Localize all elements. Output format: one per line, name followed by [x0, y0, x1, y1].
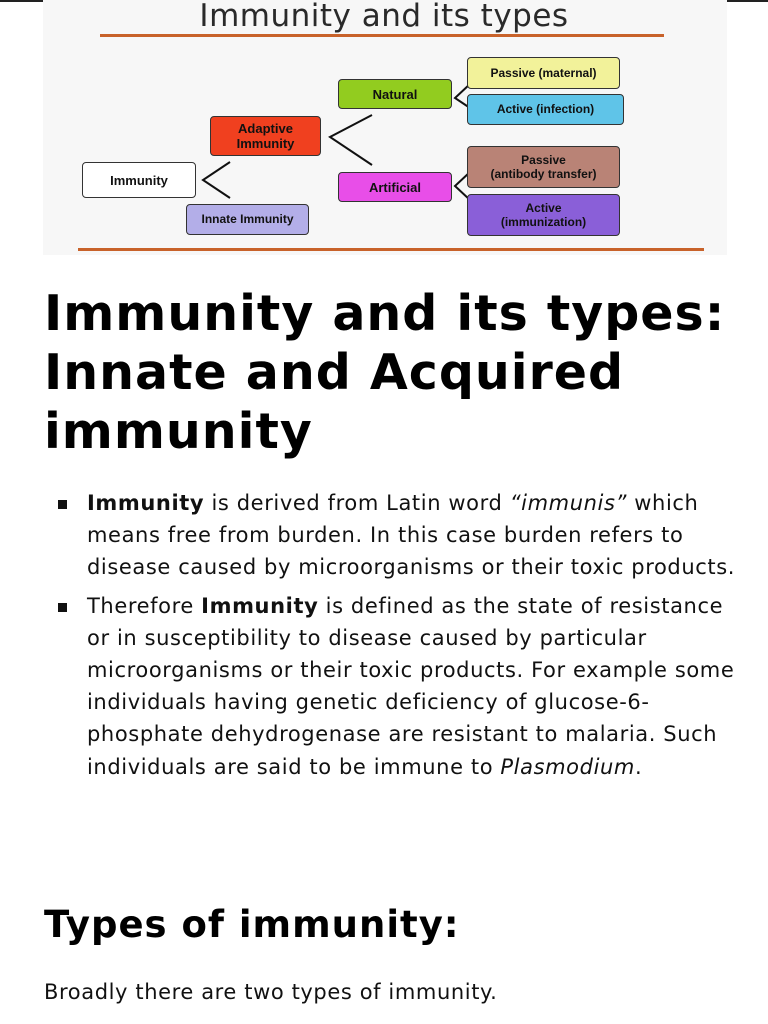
node-adaptive-line2: Immunity [236, 136, 295, 151]
bullet1-text-a: is derived from Latin word [204, 491, 510, 515]
bullet1-text-b: which means free from burden. In this case burden refers to disease caused by microorganisms or their toxic products. [87, 491, 736, 580]
latin-word: “immunis” [509, 491, 627, 515]
node-adaptive-line1: Adaptive [238, 121, 293, 136]
bullet-item-definition [58, 487, 748, 584]
node-passive-antibody-line2: (antibody transfer) [490, 167, 597, 181]
node-innate-immunity: Innate Immunity [186, 204, 309, 235]
bullet-list [58, 487, 748, 789]
diagram-connectors [0, 0, 768, 260]
article-heading: Immunity and its types: Innate and Acquired immunity [44, 285, 726, 460]
organism-name: Plasmodium [500, 754, 635, 779]
node-active-infection: Active (infection) [467, 94, 624, 125]
node-active-immunization-line2: (immunization) [500, 215, 587, 229]
bullet2-text-c: . [634, 754, 643, 779]
node-adaptive-immunity [210, 116, 321, 156]
bullet2-text-b: is defined as the state of resistance or in susceptibility to disease caused by particular microorganisms or their toxic products. For example some individuals having genetic deficiency of glucose-6-phosphate dehydrogenase are resistant to malaria. Such individuals are said to be immune to [87, 593, 735, 779]
node-active-immunization [467, 194, 620, 236]
node-passive-maternal: Passive (maternal) [467, 57, 620, 89]
bullet-square-icon [58, 603, 67, 612]
term-immunity: Immunity [201, 593, 319, 618]
bullet-item-state-of-resistance [58, 590, 748, 783]
node-artificial: Artificial [338, 172, 452, 202]
node-active-immunization-line1: Active [525, 201, 562, 215]
node-passive-antibody-line1: Passive [521, 153, 566, 167]
node-immunity: Immunity [82, 162, 196, 198]
bullet2-text-a: Therefore [87, 593, 202, 618]
section-paragraph: Broadly there are two types of immunity. [44, 980, 498, 1004]
term-immunity: Immunity [87, 491, 205, 515]
node-passive-antibody [467, 146, 620, 188]
section-heading-types: Types of immunity: [44, 903, 460, 946]
bullet-square-icon [58, 500, 67, 509]
banner-title: Immunity and its types [199, 0, 569, 34]
node-natural: Natural [338, 79, 452, 109]
